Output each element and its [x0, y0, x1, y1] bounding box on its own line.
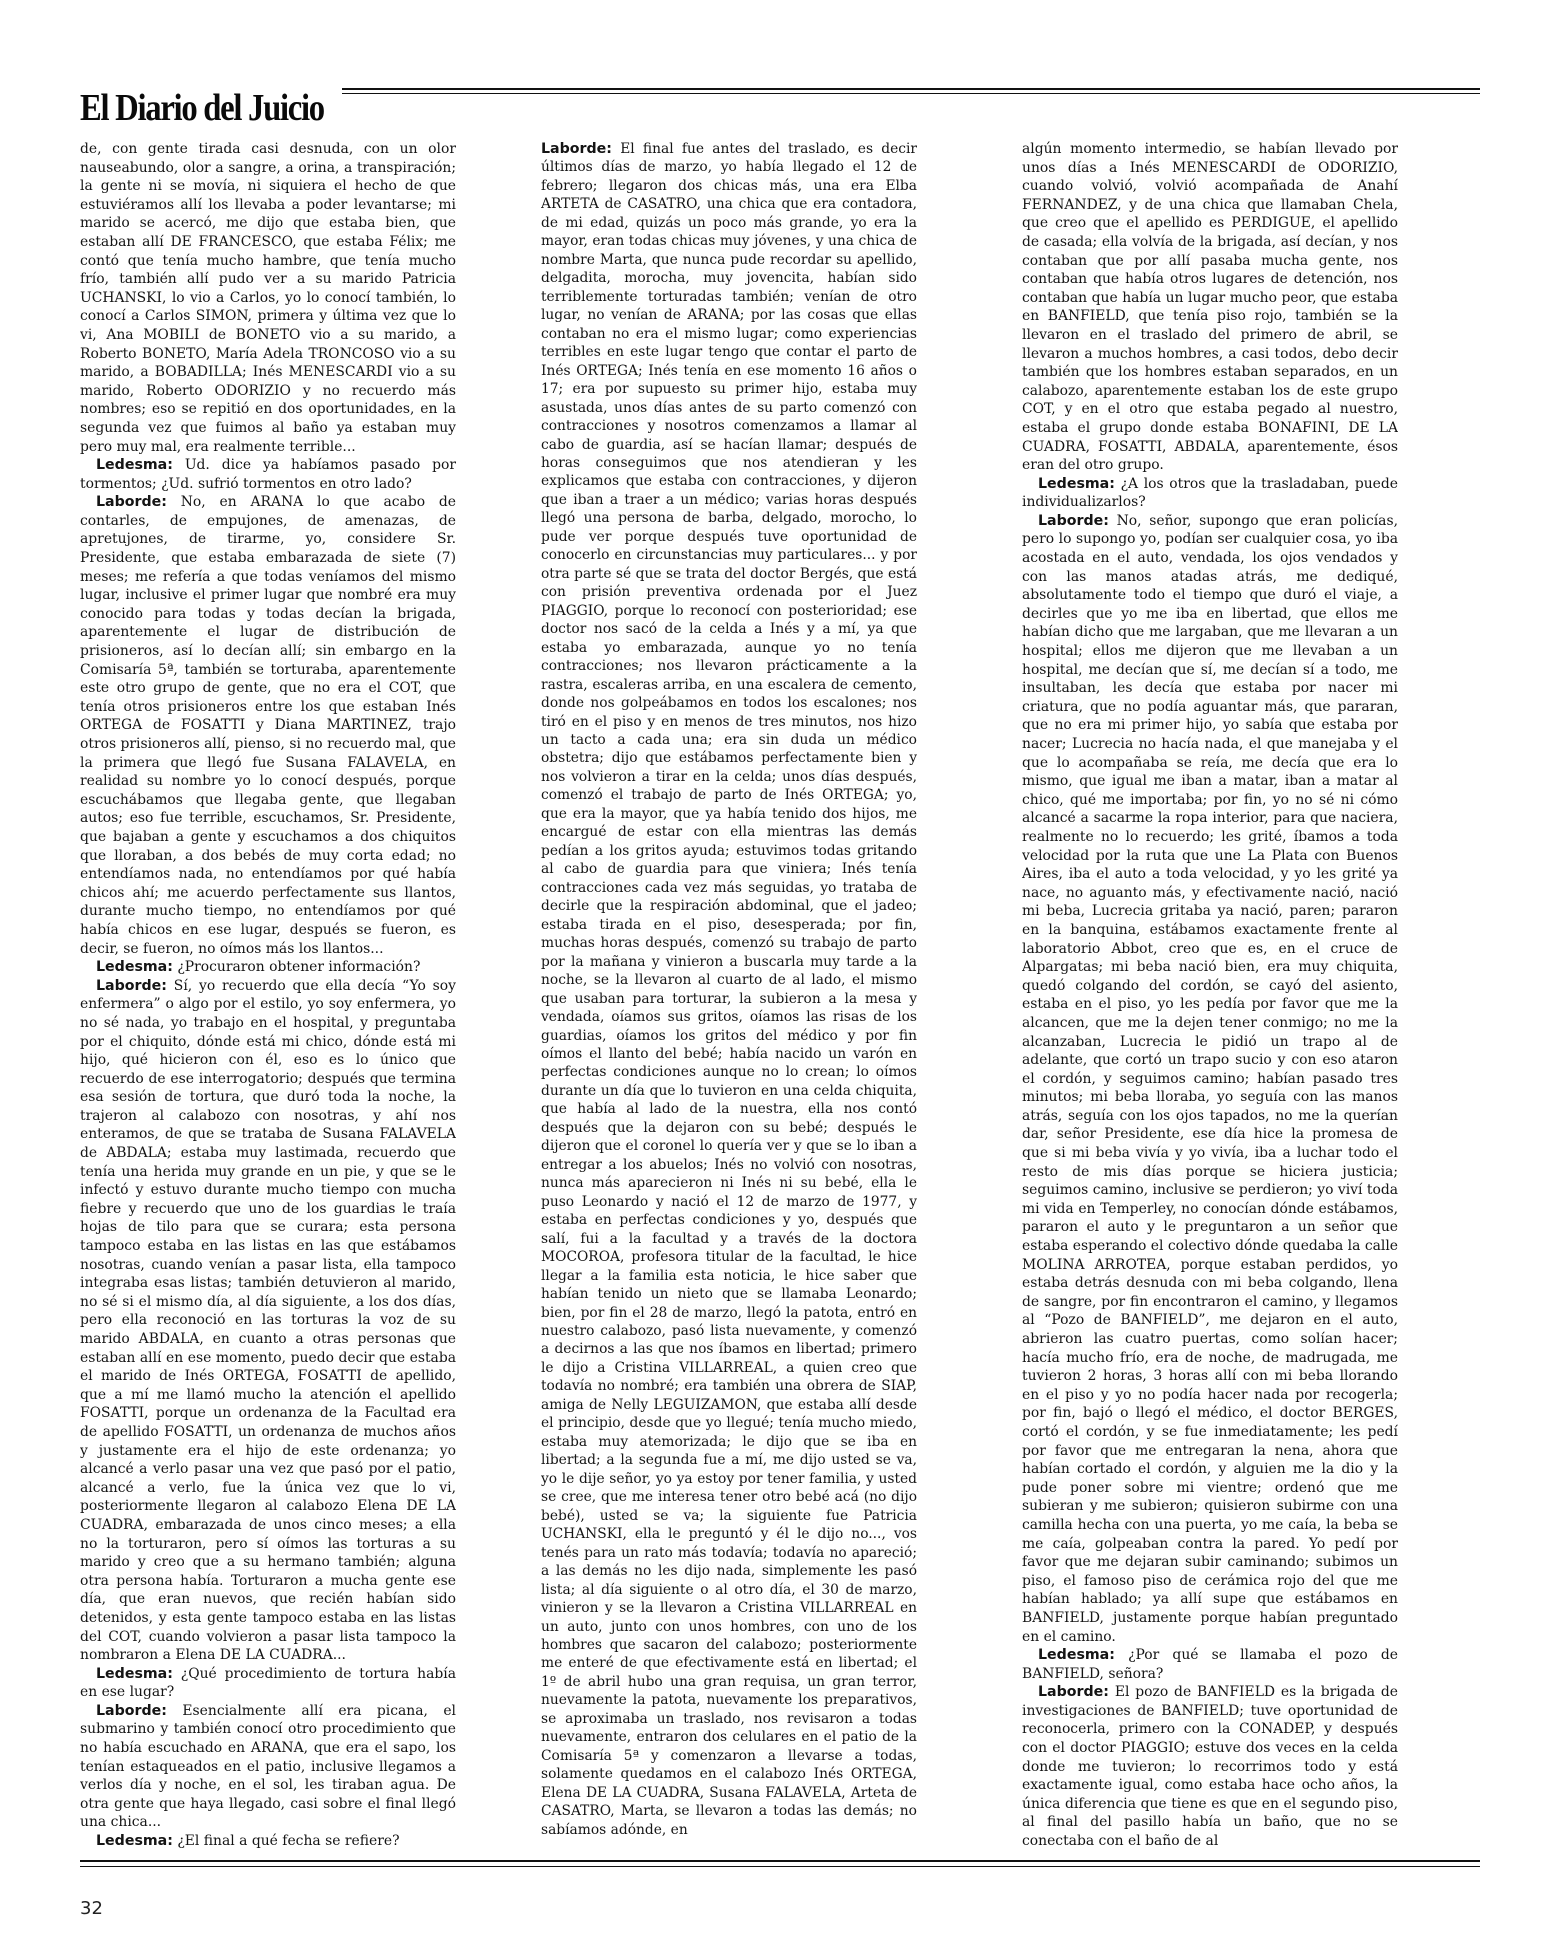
paragraph [80, 456, 456, 493]
paragraph-text: ¿El final a qué fecha se refiere? [177, 1833, 400, 1850]
paragraph-text: Ud. dice ya habíamos pasado por tormentos; ¿Ud. sufrió tormentos en otro lado? [80, 457, 456, 492]
paragraph-text: No, señor, supongo que eran policías, pero lo supongo yo, podían ser cualquier cosa, yo iba acostada en el auto, vendada, los ojos vendados y con las manos atadas atrás, me dediqué, absolutamente todo el tiempo que duró el viaje, a decirles que yo me iba en libertad, que ellos me habían dicho que me largaban, que me llevaran a un hospital; ellos me dijeron que me llevaban a un hospital, me decían que sí, me decían sí a todo, me insultaban, les decía que estaba por nacer mi criatura, que no podía aguantar más, que pararan, que no era mi primer hijo, yo sabía que estaba por nacer; Lucrecia no hacía nada, el que manejaba y el que lo acompañaba se reía, me decía que era lo mismo, que igual me iban a matar, iban a matar al chico, qué me importaba; por fin, yo no sé ni cómo alcancé a sacarme la ropa interior, para que naciera, realmente no lo recuerdo; les grité, íbamos a toda velocidad por la ruta que une La Plata con Buenos Aires, iba el auto a toda velocidad, y yo les grité ya nace, no aguanto más, y efectivamente nació, nació mi beba, Lucrecia gritaba ya nació, paren; pararon en la banquina, estábamos exactamente frente al laboratorio Abbot, creo que es, en el cruce de Alpargatas; mi beba nació bien, era muy chiquita, quedó colgando del cordón, se cayó del asiento, estaba en el piso, yo les pedía por favor que me la alcancen, que me la dejen tener conmigo; no me la alcanzaban, Lucrecia le pidió un trapo al de adelante, que cortó un trapo sucio y con eso ataron el cordón, y seguimos camino; habían pasado tres minutos; mi beba lloraba, yo seguía con las manos atrás, seguía con los ojos tapados, no me la querían dar, señor Presidente, ese día hice la promesa de que si mi beba vivía y yo vivía, iba a luchar todo el resto de mis días porque se hiciera justicia; seguimos camino, inclusive se perdieron; yo viví toda mi vida en Temperley, no conocían dónde estábamos, pararon el auto y le preguntaron a un señor que estaba esperando el colectivo dónde quedaba la calle MOLINA ARROTEA, porque estaban perdidos, yo estaba detrás desnuda con mi beba colgando, llena de sangre, por fin encontraron el camino, y llegamos al “Pozo de BANFIELD”, me dejaron en el auto, abrieron las cuatro puertas, como solían hacer; hacía mucho frío, era de noche, de madrugada, me tuvieron 2 horas, 3 horas allí con mi beba llorando en el piso y yo no podía hacer nada por recogerla; por fin, bajó o llegó el médico, el doctor BERGES, cortó el cordón, y se fue inmediatamente; les pedí por favor que me entregaran la nena, ahora que habían cortado el cordón, y alguien me la dio y la pude poner sobre mi vientre; ordenó que me subieran y me subieron; quisieron subirme con una camilla hecha con una puerta, yo me caía, la beba se me caía, golpeaban contra la pared. Yo pedí por favor que me dejaran subir caminando; subimos un piso, el famoso piso de cerámica rojo del que me habían hablado; ya allí supe que estábamos en BANFIELD, justamente porque habían preguntado en el camino. [1022, 512, 1398, 1645]
paragraph [1022, 140, 1398, 475]
speaker-label: Laborde: [96, 977, 167, 994]
speaker-label: Laborde: [96, 1702, 167, 1719]
paragraph-text: ¿Procuraron obtener información? [177, 959, 421, 976]
speaker-label: Ledesma: [1038, 475, 1115, 492]
paragraph [80, 1832, 456, 1851]
paragraph [1022, 1646, 1398, 1683]
page-number: 32 [80, 1898, 103, 1919]
speaker-label: Laborde: [541, 141, 612, 157]
masthead-rule [342, 88, 1480, 90]
paragraph-text: Sí, yo recuerdo que ella decía “Yo soy enfermera” o algo por el estilo, yo soy enfermera, yo no sé nada, yo trabajo en el hospital, y preguntaba por el chiquito, dónde está mi chico, dónde está mi hijo, qué hicieron con él, eso es lo único que recuerdo de ese interrogatorio; después que termina esa sesión de tortura, que duró toda la noche, la trajeron al calabozo con nosotras, y ahí nos enteramos, de que se trataba de Susana FALAVELA de ABDALA; estaba muy lastimada, recuerdo que tenía una herida muy grande en un pie, y que se le infectó y estuvo durante mucho tiempo con mucha fiebre y recuerdo que uno de los guardias le traía hojas de tilo para que se curara; esta persona tampoco estaba en las listas en las que estábamos nosotras, cuando venían a pasar lista, ella tampoco integraba esas listas; también detuvieron al marido, no sé si el mismo día, al día siguiente, a los dos días, pero ella reconoció en las torturas la voz de su marido ABDALA, en cuanto a otras personas que estaban allí en ese momento, puedo decir que estaba el marido de Inés ORTEGA, FOSATTI de apellido, que a mí me llamó mucho la atención el apellido FOSATTI, porque un ordenanza de la Facultad era de apellido FOSATTI, un ordenanza de muchos años y justamente era el hijo de este ordenanza; yo alcancé a verlo pasar una vez que pasó por el patio, alcancé a verlo, fue la única vez que lo vi, posteriormente llegaron al calabozo Elena DE LA CUADRA, embarazada de unos cinco meses; a ella no la torturaron, pero sí oímos las torturas a su marido y creo que a su hermano también; alguna otra persona había. Torturaron a mucha gente ese día, que eran nuevos, que recién habían sido detenidos, y esta gente tampoco estaba en las listas del COT, cuando volvieron a pasar lista tampoco la nombraron a Elena DE LA CUADRA... [80, 977, 456, 1664]
text-column-2 [541, 140, 917, 1852]
paragraph-text: ¿Por qué se llamaba el pozo de BANFIELD, señora? [1022, 1647, 1398, 1682]
speaker-label: Ledesma: [96, 457, 173, 474]
footer-rule [80, 1860, 1480, 1862]
paragraph-text: ¿A los otros que la trasladaban, puede individualizarlos? [1022, 475, 1398, 511]
speaker-label: Ledesma: [1038, 1647, 1115, 1664]
paragraph [80, 140, 456, 456]
paragraph [541, 140, 917, 1839]
speaker-label: Laborde: [96, 494, 167, 511]
paragraph-text: algún momento intermedio, se habían llevado por unos días a Inés MENESCARDI de ODORIZIO, cuando volvió, volvió acompañada de Anahí FERNANDEZ, y de una chica que llamaban Chela, que creo que el apellido es PERDIGUE, el apellido de casada; ella volvía de la brigada, así decían, y nos contaban que por allí pasaba mucha gente, nos contaban que había otros lugares de detención, nos contaban que había un lugar mucho peor, que estaba en BANFIELD, que tenía piso rojo, también se la llevaron en el traslado del primero de abril, se llevaron a muchos hombres, a casi todos, debo decir también que los hombres estaban separados, en un calabozo, aparentemente estaban los de este grupo COT, y en el otro que estaba pegado al nuestro, estaba el grupo donde estaba BONAFINI, DE LA CUADRA, FOSATTI, ABDALA, aparentemente, ésos eran del otro grupo. [1022, 141, 1398, 474]
paragraph-text: El pozo de BANFIELD es la brigada de investigaciones de BANFIELD; tuve oportunidad de reconocerla, primero con la CONADEP, y después con el doctor PIAGGIO; estuve dos veces en la celda donde me tuvieron; lo recorrimos todo y está exactamente igual, como estaba hace ocho años, la única diferencia que tiene es que en el segundo piso, al final del pasillo había un baño, que no se conectaba con el baño de al [1022, 1684, 1398, 1850]
speaker-label: Ledesma: [96, 1665, 173, 1682]
paragraph-text: Esencialmente allí era picana, el submarino y también conocí otro procedimiento que no había escuchado en ARANA, que era el sapo, los tenían estaqueados en el patio, inclusive llegamos a verlos día y noche, en el sol, les tiraban agua. De otra gente que haya llegado, casi sobre el final llegó una chica... [80, 1702, 456, 1831]
paragraph-text: El final fue antes del traslado, es decir últimos días de marzo, yo había llegado el 12 de febrero; llegaron dos chicas más, una era Elba ARTETA de CASATRO, una chica que era contadora, de mi edad, quizás un poco más grande, yo era la mayor, eran todas chicas muy jóvenes, y una chica de nombre Marta, que nunca pude recordar su apellido, delgadita, morocha, muy jovencita, habían sido terriblemente torturadas también; venían de otro lugar, no venían de ARANA; por las cosas que ellas contaban no era el mismo lugar; como experiencias terribles en este lugar tengo que contar el parto de Inés ORTEGA; Inés tenía en ese momento 16 años o 17; era por supuesto su primer hijo, estaba muy asustada, unos días antes de su parto comenzó con contracciones y nosotros comenzamos a llamar al cabo de guardia, así se hacían llamar; después de horas conseguimos que nos atendieran y les explicamos que estaba con contracciones, y dijeron que iban a traer a un médico; varias horas después llegó una persona de barba, delgado, morocho, lo pude ver porque después tuve oportunidad de conocerlo en circunstancias muy particulares... y por otra parte sé que se trata del doctor Bergés, que está con prisión preventiva ordenada por el Juez PIAGGIO, porque lo reconocí con posterioridad; ese doctor nos sacó de la celda a Inés y a mí, ya que estaba yo embarazada, aunque yo no tenía contracciones; nos llevaron prácticamente a la rastra, escaleras arriba, en una escalera de cemento, donde nos golpeábamos en todos los escalones; nos tiró en el piso y en menos de tres minutos, nos hizo un tacto a cada una; era sin duda un médico obstetra; dijo que estábamos perfectamente bien y nos volvieron a tirar en la celda; unos días después, comenzó el trabajo de parto de Inés ORTEGA; yo, que era la mayor, que ya había tenido dos hijos, me encargué de estar con ella mientras las demás pedían a los gritos ayuda; estuvimos todas gritando al cabo de guardia para que viniera; Inés tenía contracciones cada vez más seguidas, yo trataba de decirle que la respiración abdominal, que el jadeo; estaba tirada en el piso, desesperada; por fin, muchas horas después, comenzó su trabajo de parto por la mañana y vinieron a buscarla muy tarde a la noche, se la llevaron al cuarto de al lado, el mismo que usaban para torturar, la subieron a la mesa y vendada, oíamos sus gritos, oíamos las risas de los guardias, oíamos los gritos del médico y por fin oímos el llanto del bebé; había nacido un varón en perfectas condiciones aunque no lo crean; lo oímos durante un día que lo tuvieron en una celda chiquita, que había al lado de la nuestra, ella nos contó después que la dejaron con su bebé; después le dijeron que el coronel lo quería ver y que se lo iban a entregar a los abuelos; Inés no volvió con nosotras, nunca más aparecieron ni Inés ni su bebé, ella le puso Leonardo y nació el 12 de marzo de 1977, y estaba en perfectas condiciones y yo, después que salí, fui a la facultad y a través de la doctora MOCOROA, profesora titular de la facultad, le hice llegar a la familia esta noticia, le hice saber que habían tenido un nieto que se llamaba Leonardo; bien, por fin el 28 de marzo, llegó la patota, entró en nuestro calabozo, pasó lista nuevamente, y comenzó a decirnos a las que nos íbamos en libertad; primero le dijo a Cristina VILLARREAL, a quien creo que todavía no nombré; era también una obrera de SIAP, amiga de Nelly LEGUIZAMON, que estaba allí desde el principio, desde que yo llegué; tenía mucho miedo, estaba muy atemorizada; le dijo que se iba en libertad; a la segunda fue a mí, me dijo usted se va, yo le dije señor, yo ya estoy por tener familia, y usted se cree, que me interesa tener otro bebé acá (no dijo bebé), usted se va; la siguiente fue Patricia UCHANSKI, ella le preguntó y él le dijo no..., vos tenés para un rato más todavía; todavía no apareció; a las demás no les dijo nada, simplemente les pasó lista; al día siguiente o al otro día, el 30 de marzo, vinieron y se la llevaron a Cristina VILLARREAL en un auto, junto con unos hombres, con uno de los hombres que sacaron del calabozo; posteriormente me enteré de que efectivamente está en libertad; el 1º de abril hubo una gran requisa, un gran terror, nuevamente la patota, nuevamente los preparativos, se aproximaba un traslado, nos revisaron a todas nuevamente, entraron dos celulares en el patio de la Comisaría 5ª y comenzaron a llevarse a todas, solamente quedamos en el calabozo Inés ORTEGA, Elena DE LA CUADRA, Susana FALAVELA, Arteta de CASATRO, Marta, se llevaron a todas las demás; no sabíamos adónde, en [541, 141, 917, 1838]
paragraph [80, 1665, 456, 1702]
text-column-3 [1022, 140, 1398, 1852]
paragraph-text: ¿Qué procedimiento de tortura había en ese lugar? [80, 1665, 456, 1701]
masthead [80, 82, 1480, 130]
paragraph [1022, 1683, 1398, 1850]
paragraph-text: No, en ARANA lo que acabo de contarles, de empujones, de amenazas, de apretujones, de tirarme, yo, considere Sr. Presidente, que estaba embarazada de siete (7) meses; me refería a que todas veníamos del mismo lugar, inclusive el primer lugar que nombré era muy conocido para todas y todas decían la brigada, aparentemente el lugar de distribución de prisioneros, así lo decían allí; sin embargo en la Comisaría 5ª, también se torturaba, aparentemente este otro grupo de gente, que no era el COT, que tenía otros prisioneros entre los que estaban Inés ORTEGA de FOSATTI y Diana MARTINEZ, trajo otros prisioneros allí, pienso, si no recuerdo mal, que la primera que llegó fue Susana FALAVELA, en realidad su nombre yo lo conocí después, porque escuchábamos que llegaba gente, que llegaban autos; eso fue terrible, escuchamos, Sr. Presidente, que bajaban a gente y escuchamos a dos chiquitos que lloraban, a dos bebés de muy corta edad; no entendíamos nada, no entendíamos por qué había chicos ahí; me acuerdo perfectamente sus llantos, durante mucho tiempo, no entendíamos por qué había chicos en ese lugar, después se fueron, es decir, se fueron, no oímos más los llantos... [80, 494, 456, 957]
paragraph [1022, 512, 1398, 1646]
speaker-label: Ledesma: [96, 959, 173, 976]
footer-rule-thin [80, 1866, 1480, 1867]
paragraph [80, 1702, 456, 1832]
speaker-label: Laborde: [1038, 512, 1109, 529]
masthead-rule-thin [342, 93, 1480, 94]
paragraph [1022, 475, 1398, 512]
paragraph [80, 977, 456, 1665]
paragraph-text: de, con gente tirada casi desnuda, con un olor nauseabundo, olor a sangre, a orina, a transpiración; la gente ni se movía, ni siquiera el hecho de que estuviéramos allí los llevaba a poder levantarse; mi marido se acercó, me dijo que estaba bien, que estaban allí DE FRANCESCO, que estaba Félix; me contó que tenía mucho hambre, que tenía mucho frío, también allí pudo ver a su marido Patricia UCHANSKI, lo vio a Carlos, yo lo conocí también, lo conocí a Carlos SIMON, primera y última vez que lo vi, Ana MOBILI de BONETO vio a su marido, a Roberto BONETO, María Adela TRONCOSO vio a su marido, a BOBADILLA; Inés MENESCARDI vio a su marido, Roberto ODORIZIO y no recuerdo más nombres; eso se repitió en dos oportunidades, en la segunda vez que fuimos al baño ya estaban muy pero muy mal, era realmente terrible... [80, 141, 456, 455]
paragraph [80, 493, 456, 958]
speaker-label: Laborde: [1038, 1684, 1109, 1701]
paragraph [80, 958, 456, 977]
text-column-1 [80, 140, 456, 1852]
speaker-label: Ledesma: [96, 1833, 173, 1850]
masthead-title: El Diario del Juicio [80, 87, 324, 129]
